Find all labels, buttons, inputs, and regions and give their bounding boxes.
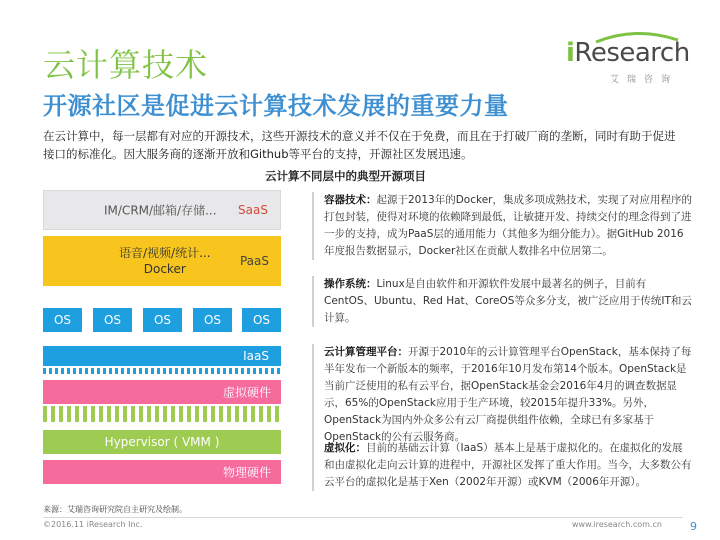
page-title: 云计算技术 [43,46,209,84]
desc-cloud-mgmt [312,344,692,446]
desc-virtualization-head: 虚拟化： [324,442,366,454]
iaas-label: IaaS [243,349,269,363]
paas-layer [43,236,281,286]
iaas-hatch [43,368,281,374]
copyright: ©2016.11 iResearch Inc. [43,520,143,529]
hypervisor-hatch [43,406,281,422]
desc-container-head: 容器技术： [324,194,377,206]
desc-os-head: 操作系统： [324,278,377,290]
diagram-title: 云计算不同层中的典型开源项目 [265,169,426,183]
saas-label: SaaS [238,203,268,217]
source-note: 来源：艾瑞咨询研究院自主研究及绘制。 [43,505,187,514]
desc-os [312,276,692,327]
desc-cloud-mgmt-head: 云计算管理平台： [324,346,408,358]
desc-virtualization [312,440,692,491]
os-box: OS [193,308,232,332]
virtual-hardware-label: 虚拟硬件 [222,385,271,400]
page-subtitle: 开源社区是促进云计算技术发展的重要力量 [43,92,509,120]
physical-hardware-layer [43,460,281,484]
intro-paragraph: 在云计算中，每一层都有对应的开源技术，这些开源技术的意义并不仅在于免费，而且在于打破厂商的垄断，同时有助于促进接口的标准化。因大服务商的逐渐开放和Github等平台的支持，开源社区发展迅速。 [43,129,676,161]
iresearch-logo [566,28,690,88]
desc-cloud-mgmt-body: 开源于2010年的云计算管理平台OpenStack，基本保持了每半年发布一个新版本的频率，于2016年10月发布第14个版本。OpenStack是当前广泛使用的私有云平台，据OpenStack基金会2016年4月的调查数据显示，65%的OpenStack应用于生产环境，较2015年提升33%。另外，OpenStack为国内外众多公有云厂商提供组件依赖，全球已有多家基于OpenStack的公有云服务商。 [324,346,692,443]
paas-text-line2: Docker [143,262,186,276]
hypervisor-layer [43,430,281,454]
hypervisor-text: Hypervisor ( VMM ) [104,435,220,449]
iaas-layer [43,346,281,366]
desc-container [312,192,692,260]
os-box: OS [143,308,182,332]
logo-cn: 艾瑞咨询 [610,75,679,85]
logo-brand [566,38,690,68]
page-number: 9 [690,520,697,533]
physical-hardware-label: 物理硬件 [222,465,271,480]
logo-brand-rest: Research [574,38,690,68]
logo-brand-i: i [566,38,575,68]
paas-label: PaaS [239,254,269,268]
os-row [43,308,281,332]
os-box: OS [242,308,281,332]
desc-container-body: 起源于2013年的Docker，集成多项成熟技术，实现了对应用程序的打包封装，使得对环境的依赖降到最低，让敏捷开发、持续交付的理念得到了进一步的支持，成为PaaS层的通用能力（其他多为细分能力）。据GitHub 2016年度报告数据显示，Docker社区在贡献人数排名中位居第二。 [324,194,692,257]
footer-divider [43,517,683,518]
site-url[interactable]: www.iresearch.com.cn [572,520,662,529]
desc-virtualization-body: 目前的基础云计算（IaaS）基本上是基于虚拟化的。在虚拟化的发展和由虚拟化走向云计算的进程中，开源社区发挥了重大作用。当今，大多数公有云平台的虚拟化是基于Xen（2002年开源）或KVM（2006年开源）。 [324,442,692,488]
os-box: OS [43,308,82,332]
virtual-hardware-layer [43,380,281,404]
os-box: OS [93,308,132,332]
desc-os-body: Linux是自由软件和开源软件发展中最著名的例子，目前有CentOS、Ubuntu、Red Hat、CoreOS等众多分支，被广泛应用于传统IT和云计算。 [324,278,692,324]
paas-text-line1: 语音/视频/统计... [119,246,211,260]
saas-layer [43,190,281,230]
paas-text [119,245,211,277]
saas-text: IM/CRM/邮箱/存储... [104,203,217,218]
